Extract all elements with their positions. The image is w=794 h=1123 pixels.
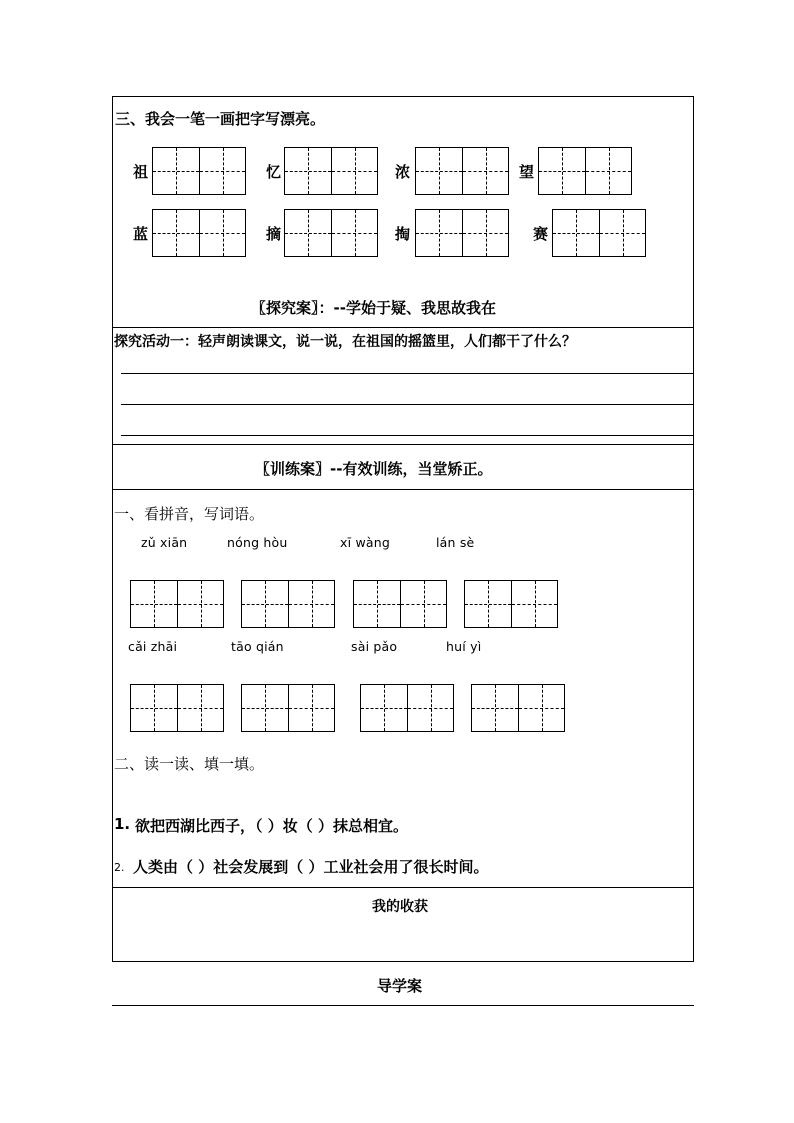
writing-grid[interactable] bbox=[130, 580, 224, 628]
writing-grid[interactable] bbox=[360, 684, 454, 732]
divider bbox=[113, 489, 693, 490]
writing-grid[interactable] bbox=[353, 580, 447, 628]
section3-heading: 三、我会一笔一画把字写漂亮。 bbox=[115, 110, 326, 128]
writing-grid[interactable] bbox=[471, 684, 565, 732]
writing-grid[interactable] bbox=[130, 684, 224, 732]
pinyin-label: huí yì bbox=[446, 639, 482, 654]
explore-activity: 探究活动一：轻声朗读课文，说一说，在祖国的摇篮里，人们都干了什么？ bbox=[114, 334, 576, 350]
writing-grid[interactable] bbox=[152, 147, 246, 195]
answer-line[interactable] bbox=[121, 404, 693, 405]
writing-grid[interactable] bbox=[415, 147, 509, 195]
worksheet-frame bbox=[112, 96, 694, 962]
writing-grid[interactable] bbox=[241, 580, 335, 628]
divider bbox=[113, 887, 693, 888]
part1-heading: 一、看拼音，写词语。 bbox=[114, 505, 265, 523]
question-number: 1. bbox=[114, 815, 131, 833]
pinyin-label: tāo qián bbox=[231, 639, 284, 654]
harvest-title: 我的收获 bbox=[372, 899, 428, 915]
divider bbox=[113, 327, 693, 328]
training-title: 〖训练案〗--有效训练，当堂矫正。 bbox=[255, 460, 493, 478]
part2-heading: 二、读一读、填一填。 bbox=[114, 755, 265, 773]
writing-grid[interactable] bbox=[284, 147, 378, 195]
writing-grid[interactable] bbox=[415, 209, 509, 257]
pinyin-label: lán sè bbox=[436, 535, 475, 550]
practice-char: 掏 bbox=[395, 225, 411, 243]
pinyin-label: cǎi zhāi bbox=[128, 639, 178, 654]
writing-grid[interactable] bbox=[538, 147, 632, 195]
pinyin-label: xī wàng bbox=[340, 535, 390, 550]
question-fill-blank: 人类由（ ）社会发展到（ ）工业社会用了很长时间。 bbox=[133, 858, 489, 876]
pinyin-label: nóng hòu bbox=[227, 535, 288, 550]
writing-grid[interactable] bbox=[284, 209, 378, 257]
pinyin-label: zǔ xiān bbox=[141, 535, 188, 550]
practice-char: 摘 bbox=[266, 225, 282, 243]
practice-char: 忆 bbox=[266, 163, 282, 181]
writing-grid[interactable] bbox=[152, 209, 246, 257]
explore-title: 〖探究案〗：--学始于疑、我思故我在 bbox=[251, 299, 496, 317]
footer-title: 导学案 bbox=[377, 977, 423, 995]
divider bbox=[113, 444, 693, 445]
answer-line[interactable] bbox=[121, 373, 693, 374]
writing-grid[interactable] bbox=[552, 209, 646, 257]
pinyin-label: sài pǎo bbox=[351, 639, 398, 654]
practice-char: 望 bbox=[519, 163, 535, 181]
practice-char: 赛 bbox=[533, 225, 549, 243]
answer-line[interactable] bbox=[121, 435, 693, 436]
question-number: 2. bbox=[114, 861, 125, 874]
practice-char: 祖 bbox=[133, 163, 149, 181]
writing-grid[interactable] bbox=[464, 580, 558, 628]
question-fill-blank: 欲把西湖比西子，（ ）妆（ ）抹总相宜。 bbox=[135, 817, 408, 835]
writing-grid[interactable] bbox=[241, 684, 335, 732]
practice-char: 蓝 bbox=[133, 225, 149, 243]
practice-char: 浓 bbox=[395, 163, 411, 181]
footer-divider bbox=[112, 1005, 694, 1006]
